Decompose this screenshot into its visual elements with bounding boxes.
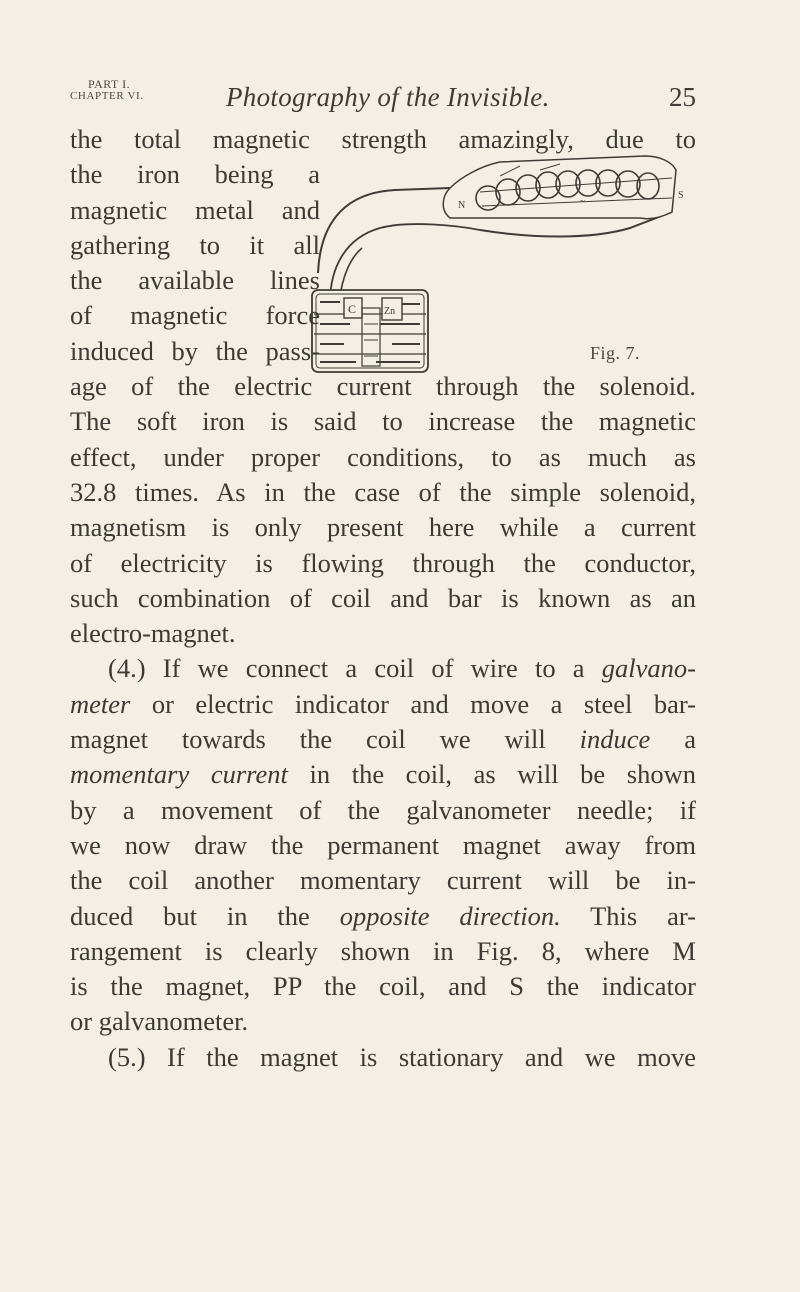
text-line: momentary current in the coil, as will be shown [70,759,696,790]
emphasis: galvano- [601,653,696,684]
text-line: duced but in the opposite direction. This ar- [70,900,696,931]
pole-n-label: N [458,200,466,211]
pole-s-label: S [678,190,684,201]
text-line: effect, under proper conditions, to as much as [70,441,696,472]
text-line: of magnetic force [70,300,320,331]
text-line: rangement is clearly shown in Fig. 8, where M [70,935,696,966]
svg-text:~: ~ [580,196,585,206]
text-line: magnet towards the coil we will induce a [70,724,696,755]
text-line: is the magnet, PP the coil, and S the indicator [70,971,696,1002]
text-line: by a movement of the galvanometer needle; if [70,794,696,825]
text-line: the coil another momentary current will be in- [70,865,696,896]
text-line: The soft iron is said to increase the magnetic [70,406,696,437]
emphasis: meter [70,688,131,719]
part-label: PART I. [88,77,131,91]
text-line: magnetism is only present here while a current [70,512,696,543]
text-line: of electricity is flowing through the conductor, [70,547,696,578]
text-line: such combination of coil and bar is known as an [70,582,696,613]
book-title: Photography of the Invisible. [226,82,550,112]
text-line: the total magnetic strength amazingly, due to [70,124,696,154]
text-line: the iron being a [70,159,320,190]
text-line: gathering to it all [70,229,320,260]
zinc-plate-label: Zn [384,306,396,317]
text-line: 32.8 times. As in the case of the simple solenoid, [70,476,696,507]
emphasis: induce [579,724,651,755]
emphasis: opposite direction. [339,900,561,931]
text-line: we now draw the permanent magnet away from [70,829,696,860]
text-line: electro-magnet. [70,618,236,649]
text-line: induced by the pass- [70,335,320,366]
text-line: (5.) If the magnet is stationary and we move [108,1041,696,1072]
text-line: the available lines [70,265,320,296]
running-head [70,78,696,118]
text-line: magnetic metal and [70,194,320,225]
body-text [70,122,696,1075]
figure-caption: Fig. 7. [590,343,641,363]
text-line: age of the electric current through the solenoid. [70,371,696,402]
text-line: meter or electric indicator and move a steel bar- [70,688,696,719]
carbon-plate-label: C [348,302,357,316]
text-line: (4.) If we connect a coil of wire to a galvano- [108,653,696,684]
page-number: 25 [669,82,696,112]
emphasis: momentary current [70,759,288,790]
chapter-label: CHAPTER VI. [70,90,144,102]
text-line: or galvanometer. [70,1006,249,1037]
